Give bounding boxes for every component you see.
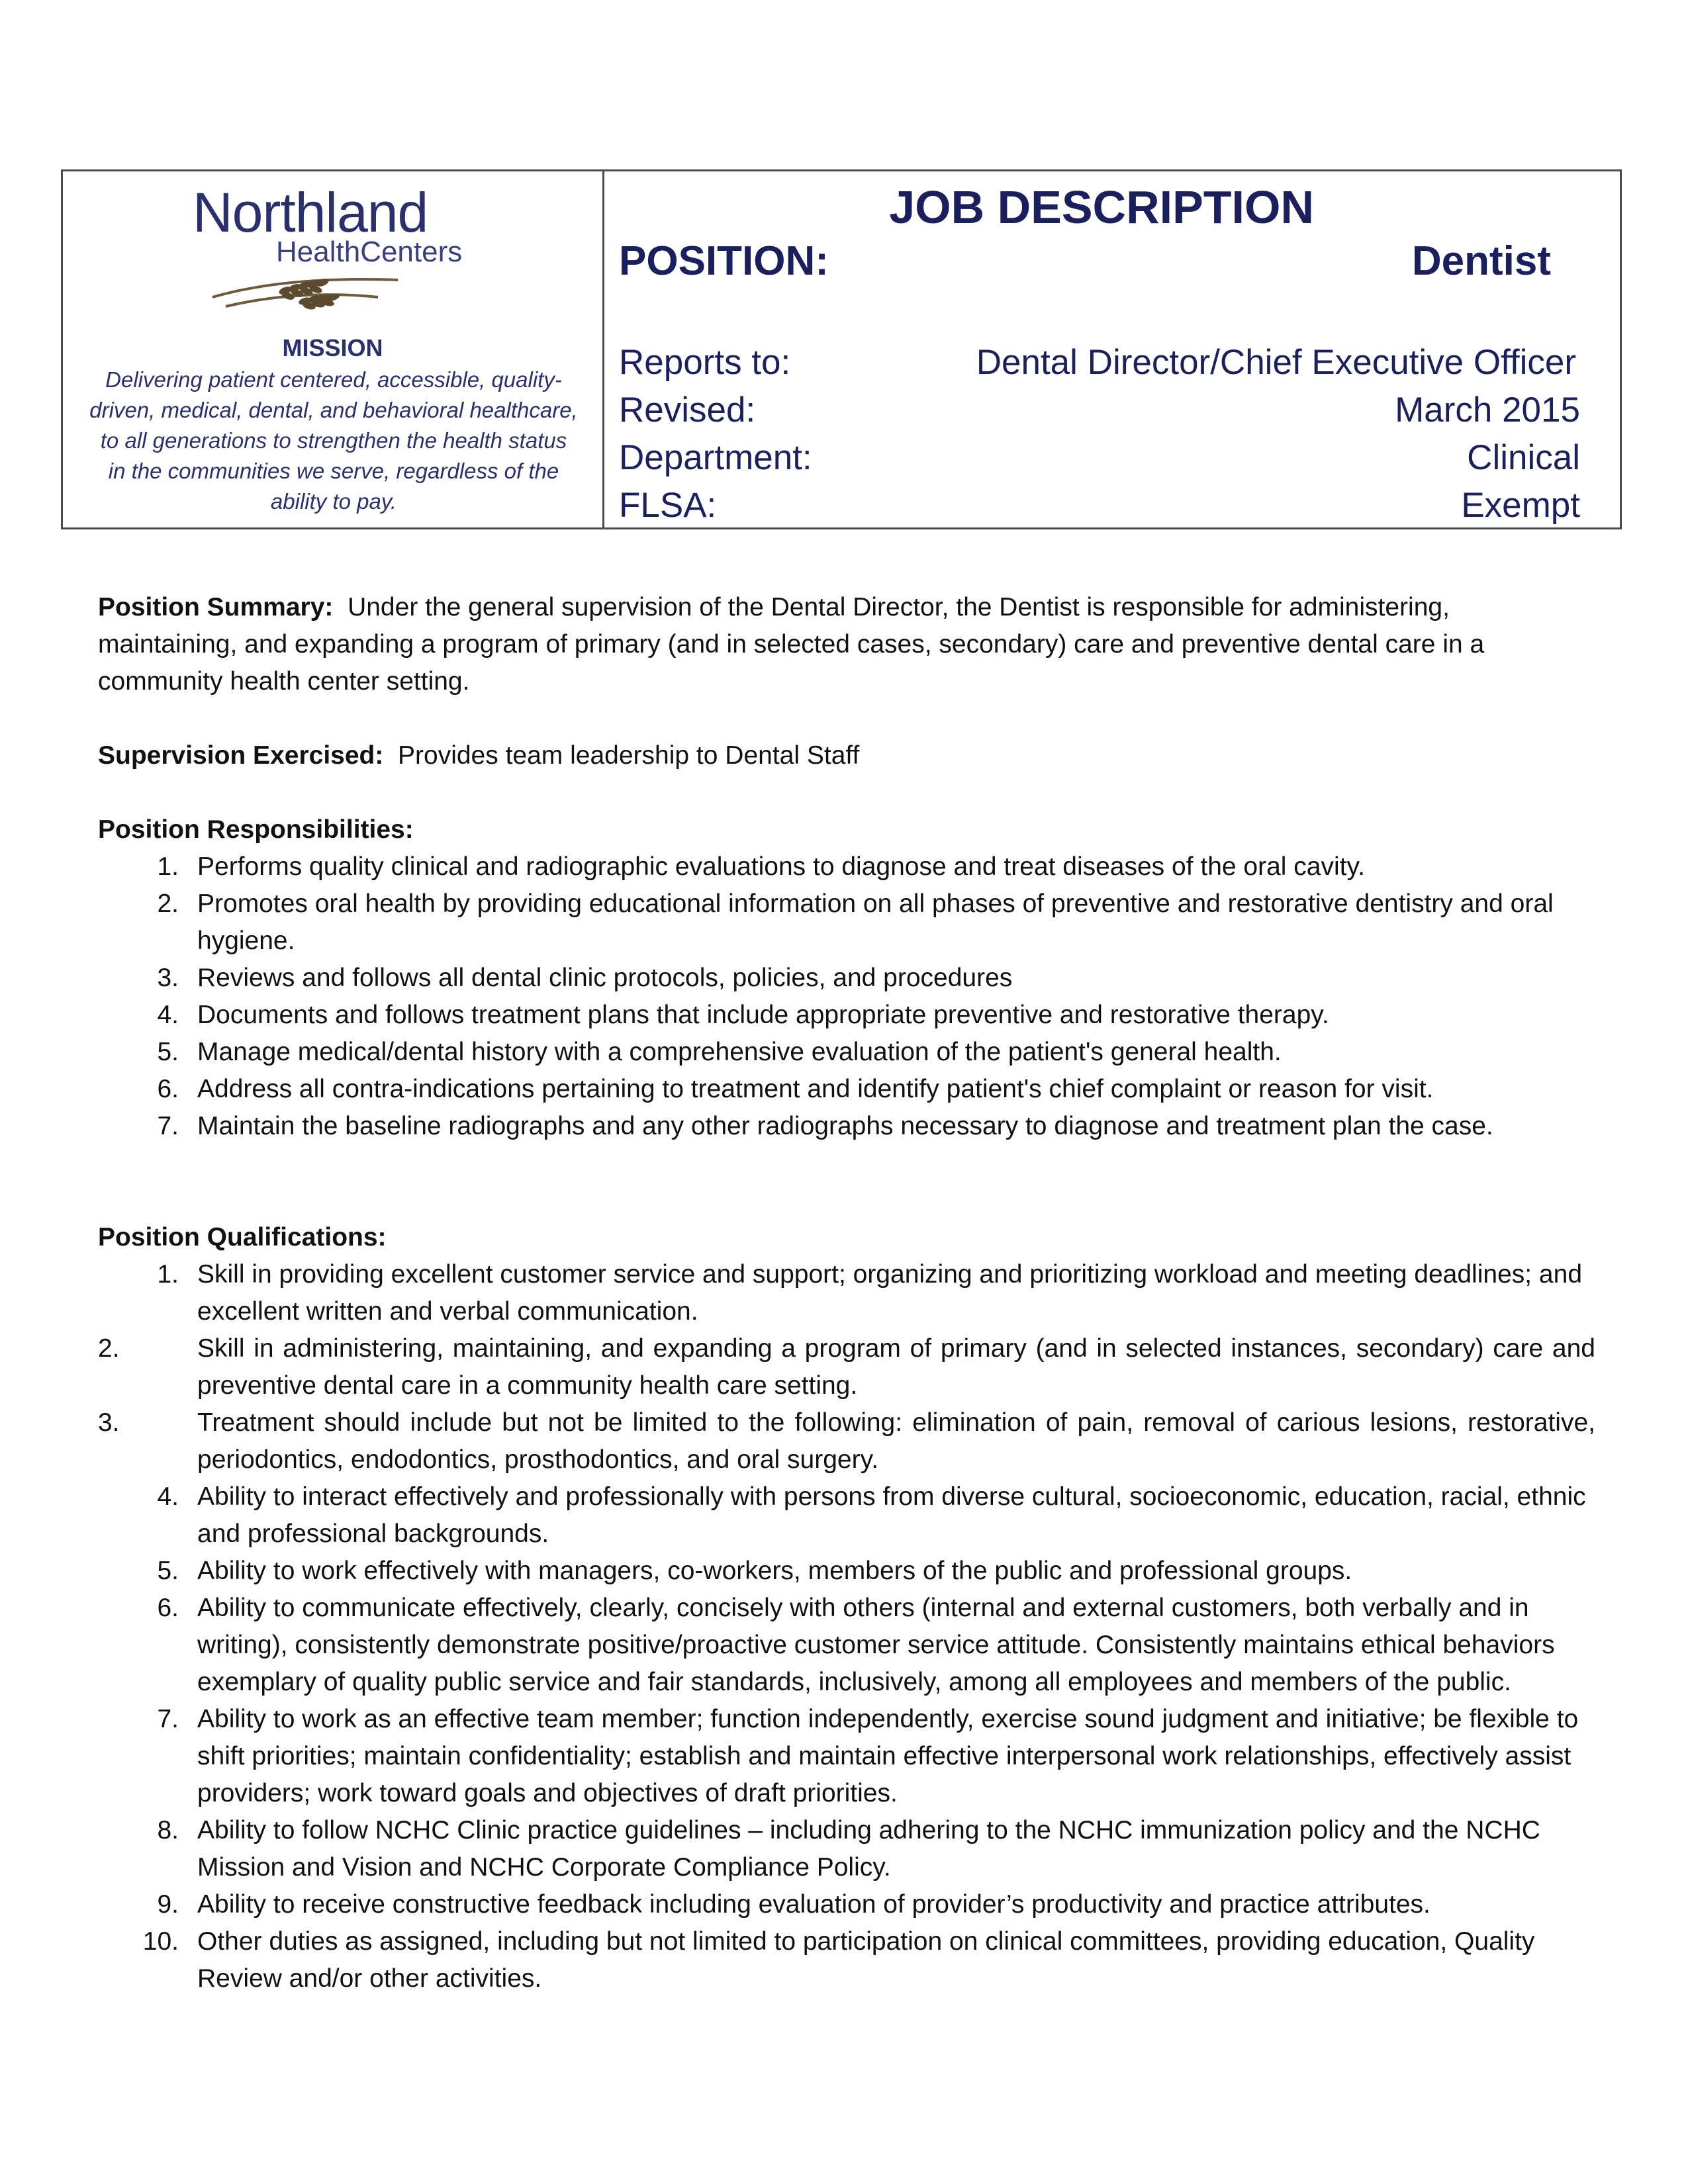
item-number: 5. <box>157 1038 179 1066</box>
position-summary <box>98 589 1595 700</box>
item-text: Ability to receive constructive feedback including evaluation of provider’s productivity and practice attributes. <box>197 1890 1430 1919</box>
wheat-icon <box>206 263 404 316</box>
position-value: Dentist <box>1411 238 1551 284</box>
summary-label: Position Summary: <box>98 593 334 621</box>
item-number: 6. <box>157 1075 179 1103</box>
document-title: JOB DESCRIPTION <box>889 181 1314 233</box>
item-number: 9. <box>157 1890 179 1919</box>
item-number: 2. <box>98 1334 120 1363</box>
list-item <box>98 886 1595 960</box>
responsibilities-heading: Position Responsibilities: <box>98 815 414 844</box>
item-text: Treatment should include but not be limited to the following: elimination of pain, removal of carious lesions, restorative, periodontics, endodontics, prosthodontics, and oral surgery. <box>197 1408 1595 1474</box>
item-number: 6. <box>157 1594 179 1622</box>
list-item <box>98 1330 1595 1404</box>
list-item <box>98 1071 1595 1108</box>
list-item <box>98 997 1595 1034</box>
list-item <box>98 1256 1595 1330</box>
meta-label: Department: <box>619 438 812 477</box>
item-text: Ability to follow NCHC Clinic practice guidelines – including adhering to the NCHC immunization policy and the NCHC Mission and Vision and NCHC Corporate Compliance Policy. <box>197 1816 1540 1882</box>
item-number: 10. <box>142 1927 179 1956</box>
summary-text: Under the general supervision of the Dental Director, the Dentist is responsible for administering, maintaining, and expanding a program of primary (and in selected cases, secondary) care and preventive dental care in a community health center setting. <box>98 593 1485 696</box>
qualifications-list <box>98 1256 1595 1997</box>
item-text: Promotes oral health by providing educational information on all phases of preventive and restorative dentistry and oral hygiene. <box>197 889 1554 955</box>
item-number: 1. <box>157 852 179 881</box>
logo-subwordmark: HealthCenters <box>276 236 463 268</box>
meta-value: Exempt <box>1461 486 1580 525</box>
list-item <box>98 1108 1595 1145</box>
job-header <box>61 169 1622 529</box>
item-number: 7. <box>157 1705 179 1733</box>
qualifications-section <box>98 1219 1595 1997</box>
item-number: 4. <box>157 1482 179 1511</box>
list-item <box>98 1553 1595 1590</box>
meta-label: FLSA: <box>619 486 717 525</box>
item-text: Reviews and follows all dental clinic protocols, policies, and procedures <box>197 964 1013 992</box>
item-text: Manage medical/dental history with a comprehensive evaluation of the patient's general health. <box>197 1038 1282 1066</box>
position-label: POSITION: <box>619 238 829 284</box>
meta-row-flsa <box>619 485 1580 531</box>
list-item <box>98 1034 1595 1071</box>
item-number: 8. <box>157 1816 179 1844</box>
meta-label: Revised: <box>619 390 756 430</box>
mission-text: Delivering patient centered, accessible, quality-driven, medical, dental, and behavioral healthcare, to all generations to strengthen the health status in the communities we serve, regardless of the ability to pay. <box>89 367 578 514</box>
qualifications-heading: Position Qualifications: <box>98 1223 387 1251</box>
item-number: 3. <box>98 1408 120 1437</box>
meta-row-department <box>619 437 1580 484</box>
list-item <box>98 1886 1595 1923</box>
list-item <box>98 1479 1595 1553</box>
item-text: Performs quality clinical and radiographic evaluations to diagnose and treat diseases of the oral cavity. <box>197 852 1365 881</box>
meta-value: Dental Director/Chief Executive Officer <box>976 343 1576 382</box>
list-item <box>98 960 1595 997</box>
header-info-panel <box>604 171 1620 527</box>
item-number: 7. <box>157 1112 179 1140</box>
mission-title: MISSION <box>282 334 383 361</box>
item-number: 1. <box>157 1260 179 1289</box>
list-item <box>98 1812 1595 1886</box>
responsibilities-section <box>98 811 1595 1145</box>
meta-value: Clinical <box>1467 438 1580 477</box>
item-number: 4. <box>157 1001 179 1029</box>
supervision-exercised <box>98 737 1595 774</box>
item-text: Skill in providing excellent customer service and support; organizing and prioritizing workload and meeting deadlines; and excellent written and verbal communication. <box>197 1260 1583 1326</box>
item-number: 3. <box>157 964 179 992</box>
northland-logo <box>193 181 524 310</box>
item-text: Documents and follows treatment plans that include appropriate preventive and restorative therapy. <box>197 1001 1329 1029</box>
supervision-text: Provides team leadership to Dental Staff <box>398 741 860 770</box>
list-item <box>98 1404 1595 1479</box>
meta-label: Reports to: <box>619 343 791 382</box>
item-text: Other duties as assigned, including but not limited to participation on clinical committees, providing education, Quality Review and/or other activities. <box>197 1927 1535 1993</box>
meta-row-revised <box>619 390 1580 436</box>
item-text: Ability to work as an effective team member; function independently, exercise sound judgment and initiative; be flexible to shift priorities; maintain confidentiality; establish and maintain effective interpersonal work relationships, effectively assist providers; work toward goals and objectives of draft priorities. <box>197 1705 1579 1807</box>
supervision-label: Supervision Exercised: <box>98 741 384 770</box>
list-item <box>98 1923 1595 1997</box>
item-text: Ability to communicate effectively, clearly, concisely with others (internal and external customers, both verbally and in writing), consistently demonstrate positive/proactive customer service attitude. Consistently maintains ethical behaviors exemplary of quality public service and fair standards, inclusively, among all employees and members of the public. <box>197 1594 1555 1696</box>
item-text: Ability to interact effectively and professionally with persons from diverse cultural, socioeconomic, education, racial, ethnic and professional backgrounds. <box>197 1482 1586 1548</box>
list-item <box>98 1701 1595 1812</box>
list-item <box>98 1590 1595 1701</box>
header-logo-panel <box>63 171 604 527</box>
item-text: Maintain the baseline radiographs and any other radiographs necessary to diagnose and treatment plan the case. <box>197 1112 1493 1140</box>
list-item <box>98 848 1595 886</box>
item-text: Address all contra-indications pertaining to treatment and identify patient's chief complaint or reason for visit. <box>197 1075 1434 1103</box>
item-number: 5. <box>157 1557 179 1585</box>
logo-wordmark: Northland <box>193 181 428 244</box>
item-text: Ability to work effectively with managers, co-workers, members of the public and professional groups. <box>197 1557 1352 1585</box>
item-number: 2. <box>157 889 179 918</box>
meta-value: March 2015 <box>1395 390 1580 430</box>
responsibilities-list <box>98 848 1595 1145</box>
item-text: Skill in administering, maintaining, and expanding a program of primary (and in selected instances, secondary) care and preventive dental care in a community health care setting. <box>197 1334 1595 1400</box>
meta-row-reports-to <box>619 342 1580 388</box>
